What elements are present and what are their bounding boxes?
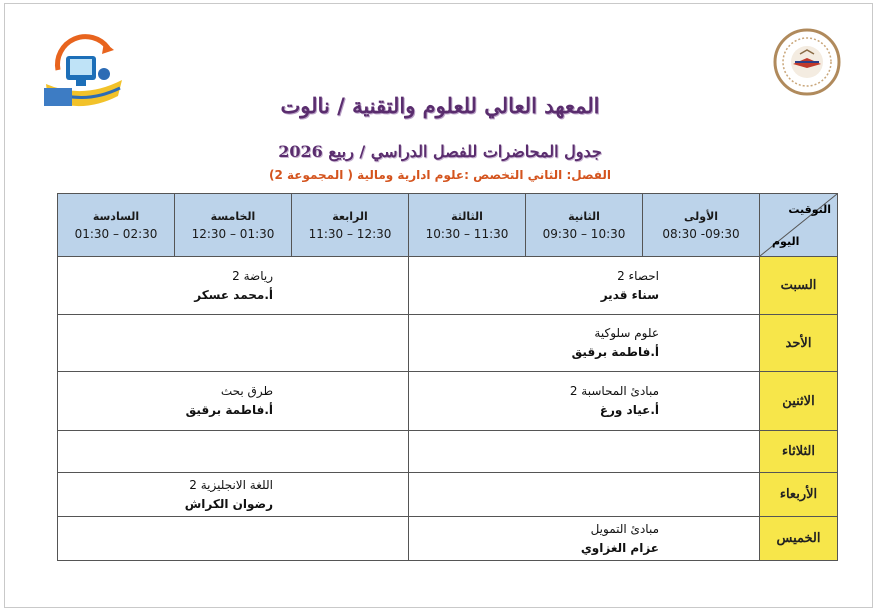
period-name: السادسة <box>92 209 140 223</box>
day-label: الأحد <box>760 315 838 372</box>
period-name: الخامسة <box>210 209 256 223</box>
period-time: 11:30 – 12:30 <box>308 226 392 241</box>
lecture-cell <box>409 257 760 315</box>
period-time: 10:30 – 11:30 <box>425 226 509 241</box>
institute-title: المعهد العالي للعلوم والتقنية / نالوت <box>280 93 600 118</box>
lecture-teacher: رضوان الكراش <box>184 496 273 511</box>
institute-logo-icon <box>38 30 128 118</box>
period-time: 01:30 – 02:30 <box>74 226 158 241</box>
period-time: 08:30 -09:30 <box>662 226 740 241</box>
lecture-teacher: أ.محمد عسكر <box>194 287 273 302</box>
lecture-cell <box>58 473 409 517</box>
day-row <box>58 372 838 431</box>
day-label: الاثنين <box>760 372 838 431</box>
day-label: الأربعاء <box>760 473 838 517</box>
lecture-teacher: أ.فاطمة برقيق <box>571 345 659 359</box>
schedule-table <box>57 193 838 561</box>
lecture-subject: مبادئ المحاسبة 2 <box>569 384 659 398</box>
lecture-teacher: أ.عياد ورغ <box>599 403 659 417</box>
period-header <box>175 194 292 257</box>
ministry-seal-icon <box>773 28 841 96</box>
period-header <box>292 194 409 257</box>
day-row <box>58 517 838 561</box>
period-name: الثانية <box>568 209 600 223</box>
corner-time-label: التوقيت <box>788 203 831 216</box>
lecture-teacher: أ.فاطمة برقيق <box>185 403 273 417</box>
lecture-subject: احصاء 2 <box>617 268 659 283</box>
header-row <box>58 194 838 257</box>
day-row <box>58 315 838 372</box>
day-row <box>58 431 838 473</box>
lecture-subject: مبادئ التمويل <box>590 521 659 536</box>
lecture-cell <box>409 517 760 561</box>
lecture-subject: اللغة الانجليزية 2 <box>189 477 273 492</box>
period-header <box>643 194 760 257</box>
lecture-cell <box>409 473 760 517</box>
corner-cell <box>760 194 838 257</box>
lecture-cell <box>58 372 409 431</box>
lecture-cell <box>409 431 760 473</box>
lecture-subject: طرق بحث <box>220 384 273 398</box>
day-row <box>58 473 838 517</box>
day-label: الثلاثاء <box>760 431 838 473</box>
period-time: 09:30 – 10:30 <box>542 226 626 241</box>
day-label: السبت <box>760 257 838 315</box>
schedule-title: جدول المحاضرات للفصل الدراسي / ربيع 2026 <box>278 142 602 161</box>
semester-line: الفصل: الثاني التخصص :علوم ادارية ومالية ( المجموعة 2) <box>268 168 612 182</box>
day-label: الخميس <box>760 517 838 561</box>
lecture-cell <box>58 517 409 561</box>
lecture-teacher: عزام الغزاوي <box>580 540 659 555</box>
lecture-cell <box>58 257 409 315</box>
corner-day-label: اليوم <box>772 235 800 248</box>
period-header <box>58 194 175 257</box>
lecture-cell <box>58 431 409 473</box>
lecture-cell <box>409 372 760 431</box>
period-name: الرابعة <box>332 209 368 223</box>
period-time: 12:30 – 01:30 <box>191 226 275 241</box>
period-name: الأولى <box>683 209 719 223</box>
day-row <box>58 257 838 315</box>
period-name: الثالثة <box>451 209 483 223</box>
period-header <box>409 194 526 257</box>
lecture-teacher: سناء قدير <box>600 287 659 302</box>
lecture-cell <box>58 315 409 372</box>
lecture-subject: رياضة 2 <box>232 268 273 283</box>
lecture-subject: علوم سلوكية <box>594 326 659 340</box>
lecture-cell <box>409 315 760 372</box>
period-header <box>526 194 643 257</box>
